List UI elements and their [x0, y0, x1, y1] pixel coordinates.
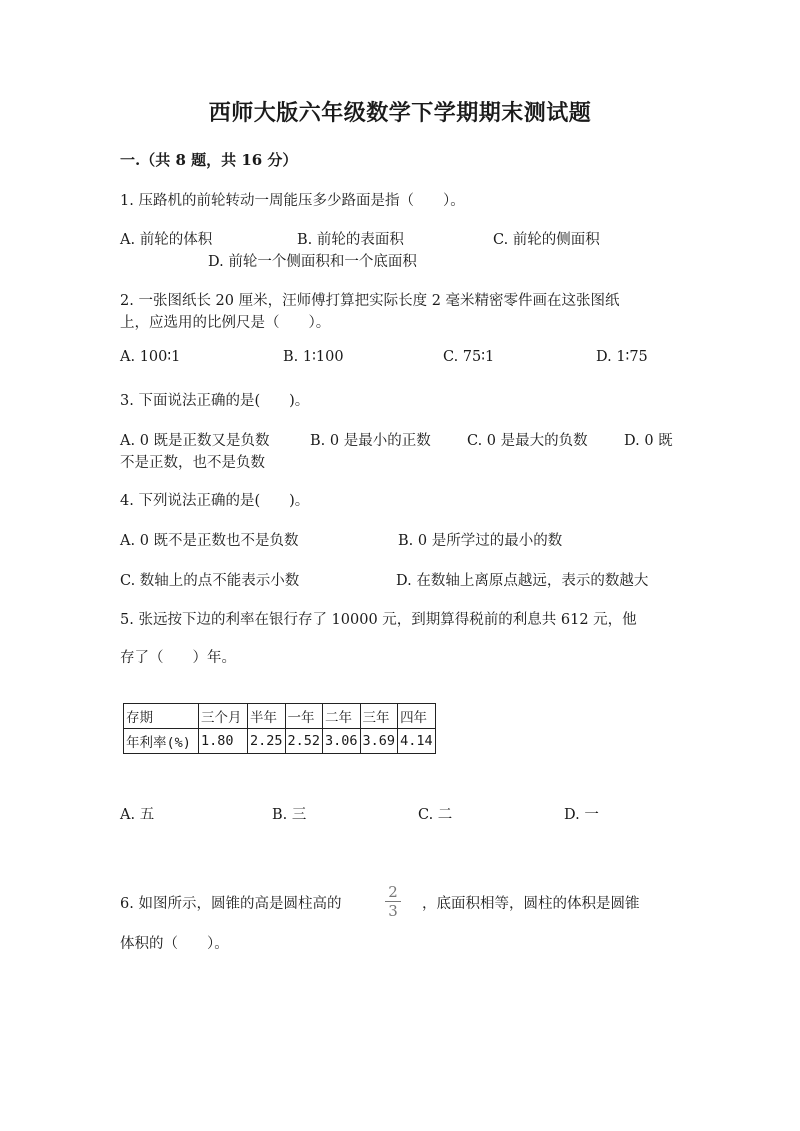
fraction-two-thirds: [385, 884, 401, 919]
question-4-option-a[interactable]: A. 0 既不是正数也不是负数: [120, 533, 299, 549]
question-1-option-b[interactable]: B. 前轮的表面积: [297, 232, 404, 248]
question-2-option-b[interactable]: B. 1∶100: [283, 349, 344, 365]
question-2-stem-line1: 2. 一张图纸长 20 厘米，汪师傅打算把实际长度 2 毫米精密零件画在这张图纸: [120, 293, 620, 309]
question-4-stem: 4. 下列说法正确的是( )。: [120, 493, 310, 509]
table-cell: 2.25: [248, 729, 286, 754]
fraction-numerator: 2: [388, 883, 398, 901]
question-1-option-c[interactable]: C. 前轮的侧面积: [493, 232, 600, 248]
question-6-stem-after: ，底面积相等，圆柱的体积是圆锥: [422, 896, 640, 912]
table-header-cell: 三个月: [199, 704, 248, 729]
table-row: [124, 729, 436, 754]
table-row: [124, 704, 436, 729]
question-3-option-d-continued: 不是正数，也不是负数: [120, 455, 265, 471]
question-3-option-c[interactable]: C. 0 是最大的负数: [467, 433, 588, 449]
question-3-option-d[interactable]: D. 0 既: [624, 433, 673, 449]
question-5-option-d[interactable]: D. 一: [564, 807, 599, 823]
question-5-stem-line1: 5. 张远按下边的利率在银行存了 10000 元，到期算得税前的利息共 612 元，他: [120, 612, 637, 628]
question-2-option-a[interactable]: A. 100∶1: [120, 349, 181, 365]
table-header-cell: 二年: [323, 704, 361, 729]
question-3-stem: 3. 下面说法正确的是( )。: [120, 393, 310, 409]
question-3-option-a[interactable]: A. 0 既是正数又是负数: [120, 433, 270, 449]
question-5-option-b[interactable]: B. 三: [272, 807, 307, 823]
table-cell: 1.80: [199, 729, 248, 754]
question-4-option-d[interactable]: D. 在数轴上离原点越远，表示的数越大: [396, 573, 649, 589]
question-6-stem-line2: 体积的（ ）。: [120, 936, 229, 952]
question-1-option-a[interactable]: A. 前轮的体积: [120, 232, 213, 248]
table-cell: 4.14: [398, 729, 436, 754]
table-header-cell: 三年: [360, 704, 398, 729]
question-1-stem: 1. 压路机的前轮转动一周能压多少路面是指（ ）。: [120, 193, 465, 209]
table-header-cell: 存期: [124, 704, 199, 729]
table-cell: 3.69: [360, 729, 398, 754]
fraction-denominator: 3: [388, 902, 398, 920]
question-1-option-d[interactable]: D. 前轮一个侧面积和一个底面积: [208, 254, 417, 270]
question-5-option-c[interactable]: C. 二: [418, 807, 453, 823]
question-6-stem-before: 6. 如图所示，圆锥的高是圆柱高的: [120, 896, 342, 912]
question-4-option-c[interactable]: C. 数轴上的点不能表示小数: [120, 573, 300, 589]
table-header-cell: 四年: [398, 704, 436, 729]
page-title: 西师大版六年级数学下学期期末测试题: [208, 100, 592, 126]
table-header-cell: 一年: [285, 704, 323, 729]
table-cell: 2.52: [285, 729, 323, 754]
table-cell: 3.06: [323, 729, 361, 754]
question-2-option-c[interactable]: C. 75∶1: [443, 349, 495, 365]
table-header-cell: 半年: [248, 704, 286, 729]
question-2-option-d[interactable]: D. 1∶75: [596, 349, 648, 365]
question-2-stem-line2: 上，应选用的比例尺是（ ）。: [120, 315, 331, 331]
question-4-option-b[interactable]: B. 0 是所学过的最小的数: [398, 533, 563, 549]
interest-rate-table: [123, 703, 436, 754]
question-3-option-b[interactable]: B. 0 是最小的正数: [310, 433, 431, 449]
question-5-stem-line2: 存了（ ）年。: [120, 650, 236, 666]
question-5-option-a[interactable]: A. 五: [120, 807, 155, 823]
section-heading: 一.（共 8 题，共 16 分）: [120, 151, 298, 169]
table-cell: 年利率(%): [124, 729, 199, 754]
